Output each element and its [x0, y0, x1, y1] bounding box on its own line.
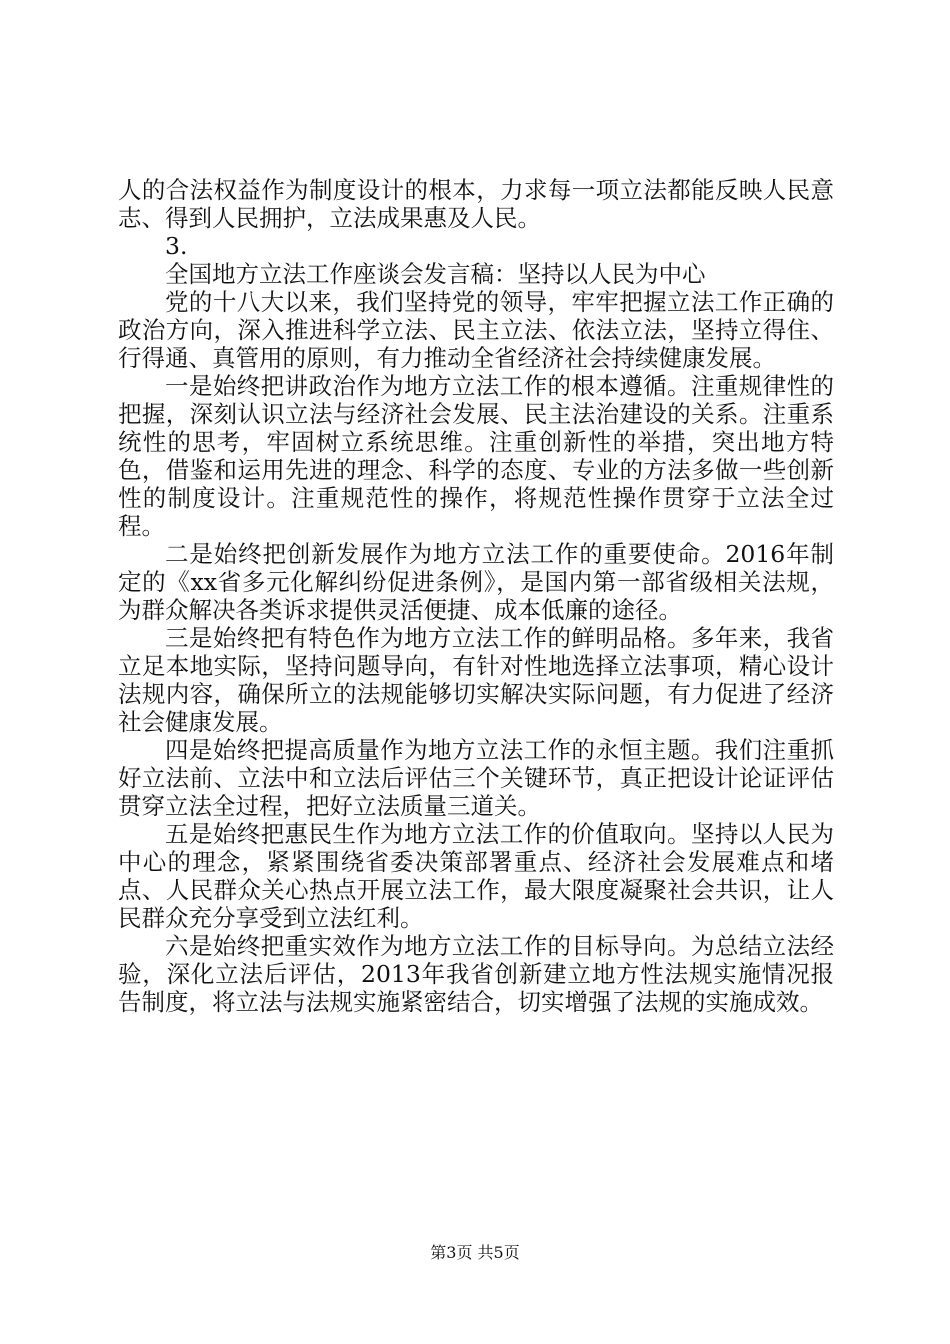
- paragraph-intro: 党的十八大以来，我们坚持党的领导，牢牢把握立法工作正确的政治方向，深入推进科学立法、民主立法、依法立法，坚持立得住、行得通、真管用的原则，有力推动全省经济社会持续健康发展。: [118, 288, 834, 372]
- paragraph-point-6: 六是始终把重实效作为地方立法工作的目标导向。为总结立法经验，深化立法后评估，2013年我省创新建立地方性法规实施情况报告制度，将立法与法规实施紧密结合，切实增强了法规的实施成效。: [118, 932, 834, 1016]
- section-number: 3.: [165, 232, 188, 260]
- page-footer: 第3页 共5页: [430, 1243, 520, 1262]
- document-body: [118, 176, 834, 1016]
- paragraph-point-5: 五是始终把惠民生作为地方立法工作的价值取向。坚持以人民为中心的理念，紧紧围绕省委决策部署重点、经济社会发展难点和堵点、人民群众关心热点开展立法工作，最大限度凝聚社会共识，让人民群众充分享受到立法红利。: [118, 820, 834, 932]
- paragraph-point-3: 三是始终把有特色作为地方立法工作的鲜明品格。多年来，我省立足本地实际，坚持问题导向，有针对性地选择立法事项，精心设计法规内容，确保所立的法规能够切实解决实际问题，有力促进了经济社会健康发展。: [118, 624, 834, 736]
- paragraph-point-4: 四是始终把提高质量作为地方立法工作的永恒主题。我们注重抓好立法前、立法中和立法后评估三个关键环节，真正把设计论证评估贯穿立法全过程，把好立法质量三道关。: [118, 736, 834, 820]
- paragraph-point-2: 二是始终把创新发展作为地方立法工作的重要使命。2016年制定的《xx省多元化解纠纷促进条例》，是国内第一部省级相关法规，为群众解决各类诉求提供灵活便捷、成本低廉的途径。: [118, 540, 834, 624]
- paragraph-point-1: 一是始终把讲政治作为地方立法工作的根本遵循。注重规律性的把握，深刻认识立法与经济社会发展、民主法治建设的关系。注重系统性的思考，牢固树立系统思维。注重创新性的举措，突出地方特色，借鉴和运用先进的理念、科学的态度、专业的方法多做一些创新性的制度设计。注重规范性的操作，将规范性操作贯穿于立法全过程。: [118, 372, 834, 540]
- paragraph-continuation: 人的合法权益作为制度设计的根本，力求每一项立法都能反映人民意志、得到人民拥护，立法成果惠及人民。: [118, 176, 834, 232]
- section-title: 全国地方立法工作座谈会发言稿：坚持以人民为中心: [165, 260, 706, 288]
